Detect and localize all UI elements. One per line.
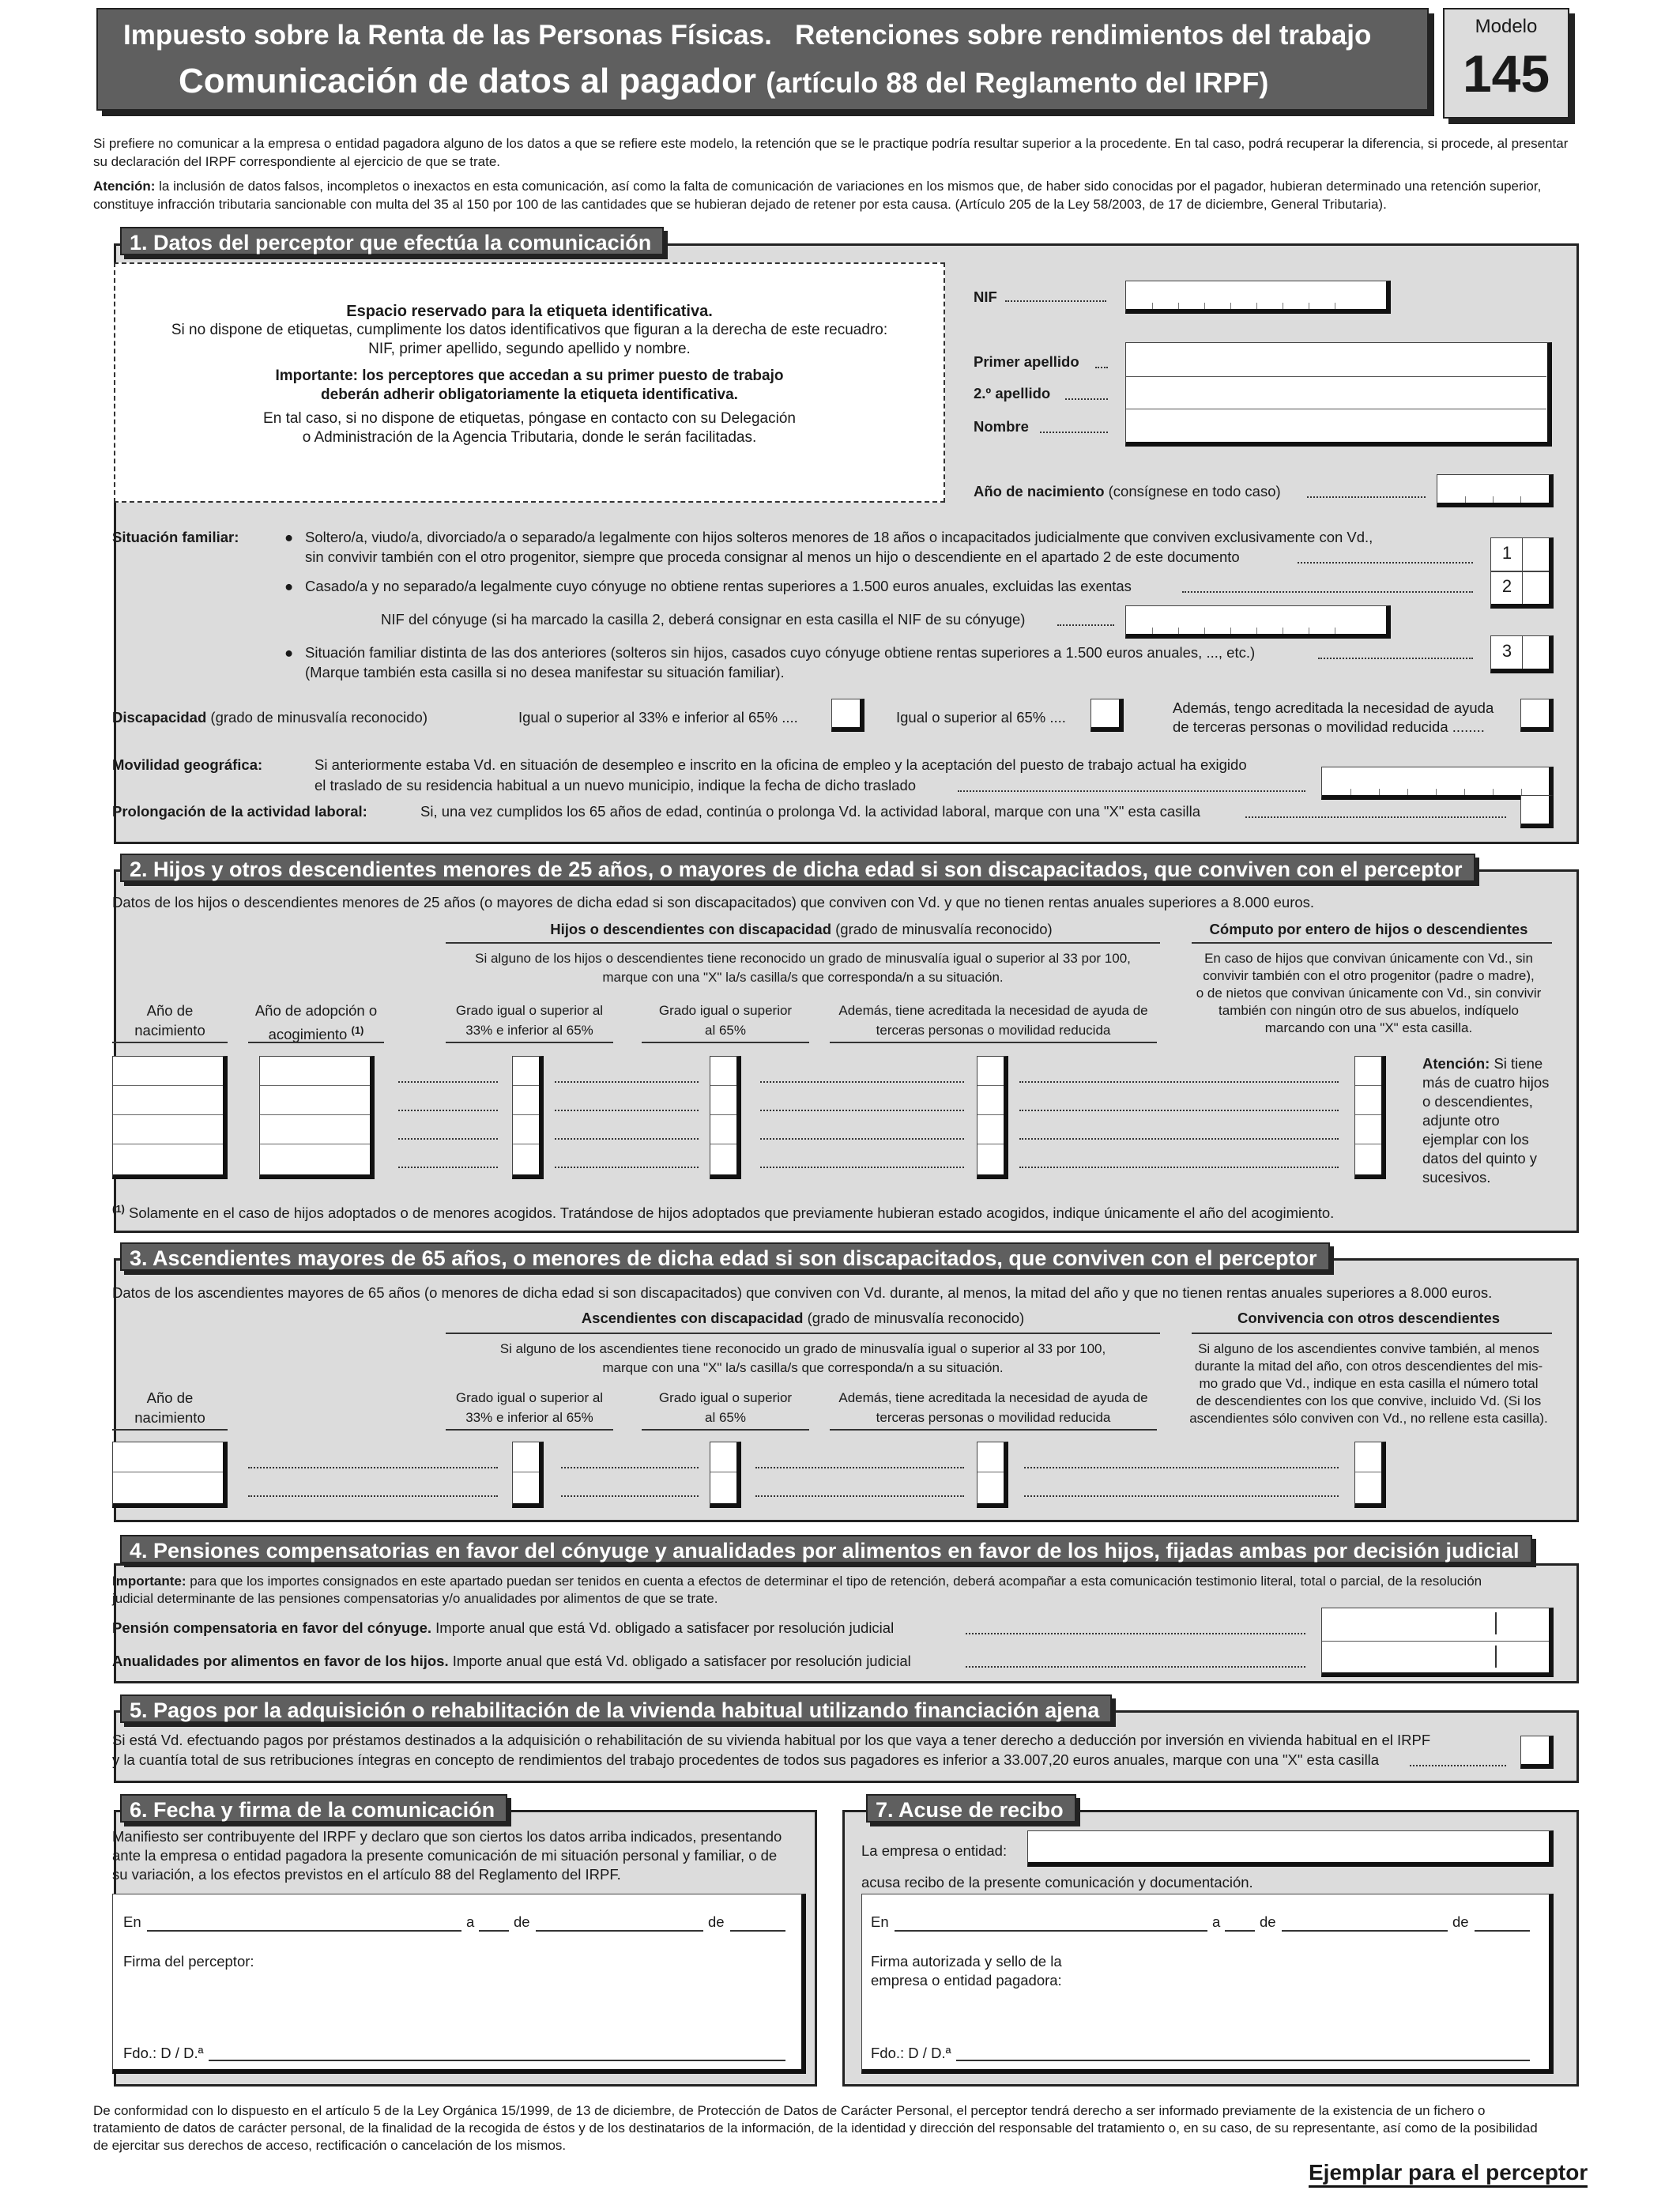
opt1-text-a: Soltero/a, viudo/a, divorciado/a o separado/a legalmente con hijos solteros menores de 18 años o incapacitados judicialmente que conviven exclusivamente con Vd., xyxy=(305,529,1373,545)
s7-empresa-input[interactable] xyxy=(1027,1830,1554,1867)
s3-conv-head: Convivencia con otros descendientes xyxy=(1237,1310,1501,1326)
s4-anu-bold: Anualidades por alimentos en favor de los hijos. xyxy=(112,1653,449,1669)
s7-empresa-label: La empresa o entidad: xyxy=(861,1842,1008,1859)
header-title-rest: (artículo 88 del Reglamento del IRPF) xyxy=(766,66,1269,99)
s3-disc-head-line xyxy=(446,1333,1160,1334)
s3-conv-line3: mo grado que Vd., indique en esta casilla el número total xyxy=(1199,1376,1539,1391)
s3-col-g65-a: Grado igual o superior xyxy=(658,1390,793,1405)
s2-comp-head-line xyxy=(1192,942,1552,944)
s2-comp-line4: también con ningún otro de sus abuelos, indíquelo xyxy=(1219,1003,1519,1018)
s6-en-input[interactable] xyxy=(147,1930,461,1932)
s3-col-g33-line xyxy=(446,1429,613,1431)
s2-atencion-7: sucesivos. xyxy=(1422,1169,1491,1186)
s7-de1: de xyxy=(1260,1913,1276,1930)
s4-anu-dots xyxy=(966,1666,1305,1668)
s3-disc-head xyxy=(446,1309,1160,1328)
s2-atencion-1: Si tiene xyxy=(1494,1055,1543,1072)
s4-imp-1: para que los importes consignados en este apartado puedan ser tenidos en cuenta a efectos de determinar el tipo de retención, deberá acompañar a esta comunicación testimonio literal, total o parcial, de la resolución xyxy=(190,1574,1482,1589)
s5-checkbox[interactable] xyxy=(1520,1736,1554,1769)
s3-conv-head-line xyxy=(1192,1333,1552,1334)
s2-ayuda-checkboxes[interactable] xyxy=(977,1056,1008,1179)
section-7-title: 7. Acuse de recibo xyxy=(866,1794,1076,1823)
s2-atencion-2: más de cuatro hijos xyxy=(1422,1074,1550,1091)
s2-comp-text xyxy=(1187,950,1550,1037)
label-line2: NIF, primer apellido, segundo apellido y nombre. xyxy=(368,341,691,357)
s4-anualidades xyxy=(112,1652,911,1671)
s2-atencion-5: ejemplar con los xyxy=(1422,1131,1529,1148)
disc-65-label: Igual o superior al 65% .... xyxy=(896,709,1066,726)
s2-comp-line2: convivir también con el otro progenitor (padre o madre), xyxy=(1203,968,1535,983)
intro-p1: Si prefiere no comunicar a la empresa o entidad pagadora alguno de los datos a que se refiere este modelo, la retención que se le practique podría resultar superior a la procedente. En tal caso, podrá recuperar la diferencia, si procede, al presentar su declaración del IRPF correspondiente al ejercicio de que se trate. xyxy=(93,136,1569,169)
disc-rest: (grado de minusvalía reconocido) xyxy=(210,709,428,726)
s6-text-2: ante la empresa o entidad pagadora la presente comunicación de mi situación personal y familiar, o de xyxy=(112,1847,778,1864)
header-title-bold: Comunicación de datos al pagador xyxy=(179,62,757,100)
intro-p2 xyxy=(93,177,1584,213)
s3-col-ayuda-2: terceras personas o movilidad reducida xyxy=(876,1410,1111,1425)
s5-dots xyxy=(1410,1765,1506,1766)
disc-ayuda-line2: de terceras personas o movilidad reducida ........ xyxy=(1173,718,1485,735)
sit-box-vdivider xyxy=(1522,538,1523,604)
s7-anio-input[interactable] xyxy=(1475,1930,1530,1932)
s5-text2: y la cuantía total de sus retribuciones íntegras en concepto de rendimientos del trabajo procedentes de todos sus pagadores es inferior a 33.007,20 euros anuales, marque con una "X" esta casilla xyxy=(112,1751,1380,1768)
s2-computo-checkboxes[interactable] xyxy=(1354,1056,1386,1179)
s2-g65-checkboxes[interactable] xyxy=(710,1056,741,1179)
nif-conyuge-label: NIF del cónyuge (si ha marcado la casilla 2, deberá consignar en esta casilla el NIF de su cónyuge) xyxy=(381,611,1026,628)
s2-disc-head xyxy=(446,920,1157,939)
s2-col-g33-a: Grado igual o superior al xyxy=(455,1003,604,1018)
s6-signature-box xyxy=(112,1894,806,2074)
s2-col-adop-2: acogimiento xyxy=(268,1026,348,1043)
s6-text xyxy=(112,1827,808,1884)
s2-atencion xyxy=(1422,1054,1549,1187)
opt3-bullet: ● xyxy=(284,644,294,661)
movilidad-label: Movilidad geográfica: xyxy=(112,756,263,773)
nif-conyuge-input[interactable] xyxy=(1125,605,1391,639)
opt3-text-b: (Marque también esta casilla si no desea manifestar su situación familiar). xyxy=(305,664,785,680)
s3-anio-inputs[interactable] xyxy=(112,1442,228,1508)
s7-de2: de xyxy=(1452,1913,1469,1930)
s2-col-adop-line xyxy=(248,1042,384,1043)
s7-dia-input[interactable] xyxy=(1225,1930,1255,1932)
s2-comp-line3: o de nietos que convivan únicamente con Vd., sin convivir xyxy=(1196,986,1542,1001)
intro-atencion: Atención: xyxy=(93,179,156,194)
label-imp2: deberán adherir obligatoriamente la etiqueta identificativa. xyxy=(321,386,738,403)
s3-conv-line5: ascendientes sólo conviven con Vd., no rellene esta casilla). xyxy=(1189,1411,1548,1426)
s5-text1: Si está Vd. efectuando pagos por préstamos destinados a la adquisición o rehabilitación de su vivienda habitual por los que vaya a tener derecho a deducción por inversión en vivienda habitual en el IRPF xyxy=(112,1732,1431,1748)
disc-33-label: Igual o superior al 33% e inferior al 65% .... xyxy=(518,709,798,726)
s6-mes-input[interactable] xyxy=(536,1930,703,1932)
opt2-text: Casado/a y no separado/a legalmente cuyo cónyuge no obtiene rentas superiores a 1.500 euros anuales, excluidas las exentas xyxy=(305,578,1132,594)
s2-col-g65-line xyxy=(642,1042,809,1043)
s2-footnote xyxy=(112,1203,1334,1223)
s3-intro: Datos de los ascendientes mayores de 65 años (o menores de dicha edad si son discapacitados) que conviven con Vd. durante, al menos, la mitad del año y que no tienen rentas anuales superiores a 8.000 euros. xyxy=(112,1284,1493,1301)
s4-pension-dots xyxy=(966,1633,1305,1634)
s4-amount-vdivider xyxy=(1495,1612,1497,1634)
situacion-label: Situación familiar: xyxy=(112,529,239,545)
prolongacion-dots xyxy=(1245,816,1506,818)
label-line3: En tal caso, si no dispone de etiquetas, póngase en contacto con su Delegación xyxy=(263,410,796,427)
anio-nacimiento-label xyxy=(974,482,1281,501)
apellido1-dots xyxy=(1095,367,1108,368)
s2-comp-line1: En caso de hijos que convivan únicamente con Vd., sin xyxy=(1204,951,1533,966)
nif-dots xyxy=(1005,300,1106,302)
opt1-text-b: sin convivir también con el otro progenitor, siempre que proceda consignar al menos un hijo o descendiente en el apartado 2 de este documento xyxy=(305,548,1240,565)
nif-input[interactable] xyxy=(1125,281,1391,314)
s6-fdo: Fdo.: D / D.ª xyxy=(123,2045,204,2061)
s2-footnote-sup: (1) xyxy=(112,1203,125,1215)
anio-nacimiento-input[interactable] xyxy=(1437,474,1554,507)
prolongacion-text: Si, una vez cumplidos los 65 años de edad, continúa o prolonga Vd. la actividad laboral, marque con una "X" esta casilla xyxy=(420,803,1201,820)
s3-col-g65 xyxy=(642,1388,809,1427)
s3-col-anio-line xyxy=(112,1429,228,1431)
label-line1: Si no dispone de etiquetas, cumplimente los datos identificativos que figuran a la derecha de este recuadro: xyxy=(171,322,888,338)
s4-pension xyxy=(112,1619,894,1638)
box2-number: 2 xyxy=(1501,576,1512,596)
label-imp1: Importante: los perceptores que accedan a su primer puesto de trabajo xyxy=(275,368,784,384)
prolongacion-checkbox[interactable] xyxy=(1520,795,1554,828)
s2-adop-inputs[interactable] xyxy=(259,1056,375,1179)
s2-col-g33-b: 33% e inferior al 65% xyxy=(465,1023,593,1038)
s2-footnote-text: Solamente en el caso de hijos adoptados o de menores acogidos. Tratándose de hijos adoptados que previamente hubieran estado acogidos, indique únicamente el año del acogimiento. xyxy=(129,1204,1335,1222)
s6-de1: de xyxy=(514,1913,530,1930)
label-area-text xyxy=(114,302,945,447)
s7-a: a xyxy=(1212,1913,1221,1930)
s7-acusa: acusa recibo de la presente comunicación y documentación. xyxy=(861,1874,1253,1891)
nif-conyuge-dots xyxy=(1057,624,1114,626)
movilidad-fecha-input[interactable] xyxy=(1321,767,1554,800)
anio-rest: (consígnese en todo caso) xyxy=(1108,483,1281,499)
s3-conv-text xyxy=(1187,1340,1550,1427)
opt2-bullet: ● xyxy=(284,578,294,594)
s7-en-input[interactable] xyxy=(895,1930,1207,1932)
s3-col-anio-1: Año de xyxy=(146,1389,194,1406)
s4-anu-rest: Importe anual que está Vd. obligado a satisfacer por resolución judicial xyxy=(452,1653,911,1669)
opt3-dots xyxy=(1318,658,1473,659)
s2-col-g65-a: Grado igual o superior xyxy=(658,1003,793,1018)
footer-privacy xyxy=(93,2102,1587,2154)
s3-col-anio xyxy=(112,1388,228,1427)
section-1-title: 1. Datos del perceptor que efectúa la comunicación xyxy=(120,227,664,255)
section-2-title: 2. Hijos y otros descendientes menores de 25 años, o mayores de dicha edad si son discapacitados, que conviven con el perceptor xyxy=(120,854,1475,882)
s3-g33-checkboxes[interactable] xyxy=(512,1442,544,1508)
s2-col-anio-1: Año de xyxy=(146,1002,194,1019)
s7-en: En xyxy=(871,1913,889,1930)
opt2-dots xyxy=(1182,591,1473,593)
s2-disc-head-bold: Hijos o descendientes con discapacidad xyxy=(550,921,831,937)
s2-col-ayuda-2: terceras personas o movilidad reducida xyxy=(876,1023,1111,1038)
s4-anualidades-input[interactable] xyxy=(1322,1642,1549,1672)
s3-disc-head-rest: (grado de minusvalía reconocido) xyxy=(807,1310,1025,1326)
s6-de2: de xyxy=(708,1913,725,1930)
s2-col-adop-1: Año de adopción o xyxy=(254,1002,378,1019)
opt1-bullet: ● xyxy=(284,529,294,545)
nif-label: NIF xyxy=(974,288,997,305)
s4-imp-2: judicial determinante de las pensiones compensatorias y/o anualidades por alimentos de que se trate. xyxy=(112,1591,718,1606)
apellido2-input[interactable] xyxy=(1126,377,1546,409)
intro-text xyxy=(93,134,1584,213)
s3-convivencia-inputs[interactable] xyxy=(1354,1442,1386,1508)
s6-firma-label: Firma del perceptor: xyxy=(123,1953,254,1970)
apellido2-dots xyxy=(1065,398,1108,400)
disc-65-checkbox[interactable] xyxy=(1090,699,1124,732)
s6-en: En xyxy=(123,1913,141,1930)
s4-imp-bold: Importante: xyxy=(112,1574,186,1589)
s7-fdo: Fdo.: D / D.ª xyxy=(871,2045,951,2061)
s3-col-ayuda-1: Además, tiene acreditada la necesidad de ayuda de xyxy=(838,1390,1148,1405)
box1-number: 1 xyxy=(1501,543,1512,563)
situacion-checkbox-1[interactable] xyxy=(1524,539,1549,571)
s2-disc-head-line xyxy=(446,942,1160,944)
s2-intro: Datos de los hijos o descendientes menores de 25 años (o mayores de dicha edad si son discapacitados) que conviven con Vd. y que no tienen rentas anuales superiores a 8.000 euros. xyxy=(112,894,1315,910)
s3-col-g33 xyxy=(446,1388,613,1427)
s4-pension-bold: Pensión compensatoria en favor del cónyuge. xyxy=(112,1619,432,1636)
s2-atencion-bold: Atención: xyxy=(1422,1055,1490,1072)
movilidad-text1: Si anteriormente estaba Vd. en situación de desempleo e inscrito en la oficina de empleo y la aceptación del puesto de trabajo actual ha exigido xyxy=(315,756,1247,773)
s2-comp-line5: marcando con una "X" esta casilla. xyxy=(1264,1020,1473,1035)
s2-disc-head-rest: (grado de minusvalía reconocido) xyxy=(835,921,1053,937)
s4-amount-vdivider-2 xyxy=(1495,1646,1497,1668)
nombre-input[interactable] xyxy=(1126,409,1546,441)
s3-g65-checkboxes[interactable] xyxy=(710,1442,741,1508)
anio-dots xyxy=(1307,496,1426,498)
s6-anio-input[interactable] xyxy=(730,1930,785,1932)
anio-bold: Año de nacimiento xyxy=(974,483,1105,499)
disc-ayuda-line1: Además, tengo acreditada la necesidad de ayuda xyxy=(1173,699,1494,716)
s2-atencion-6: datos del quinto y xyxy=(1422,1150,1538,1167)
s2-col-g33 xyxy=(446,1001,613,1040)
box3-number: 3 xyxy=(1501,641,1512,661)
apellido1-label: Primer apellido xyxy=(974,353,1079,370)
s2-col-g33-line xyxy=(446,1042,613,1043)
s6-fdo-input[interactable] xyxy=(209,2060,785,2061)
s2-col-anio-line xyxy=(112,1042,228,1043)
s3-col-g65-b: al 65% xyxy=(705,1410,746,1425)
opt3-text-a: Situación familiar distinta de las dos anteriores (solteros sin hijos, casados cuyo cónyuge obtiene rentas superiores a 1.500 euros anuales, ..., etc.) xyxy=(305,644,1256,661)
sit-box3-vdivider xyxy=(1522,636,1523,669)
footer-line1: De conformidad con lo dispuesto en el artículo 5 de la Ley Orgánica 15/1999, de 13 de diciembre, de Protección de Datos de Carácter Personal, el perceptor tendrá derecho a ser informado previamente de la existencia de un fichero o xyxy=(93,2103,1486,2118)
disc-33-checkbox[interactable] xyxy=(831,699,864,732)
s3-ayuda-checkboxes[interactable] xyxy=(977,1442,1008,1508)
section-6-title: 6. Fecha y firma de la comunicación xyxy=(120,1794,507,1823)
s3-conv-line1: Si alguno de los ascendientes convive también, al menos xyxy=(1198,1341,1539,1356)
s2-col-g65-b: al 65% xyxy=(705,1023,746,1038)
s3-col-g33-b: 33% e inferior al 65% xyxy=(465,1410,593,1425)
intro-p2-text: la inclusión de datos falsos, incompletos o inexactos en esta comunicación, así como la falta de comunicación de variaciones en los mismos que, de haber sido conocidas por el pagador, hubieran determinado una retención superior, constituye infracción tributaria sancionable con multa del 35 al 150 por 100 de las cantidades que se hubieran dejado de retener por esta causa. (Artículo 205 de la Ley 58/2003, de 17 de diciembre, General Tributaria). xyxy=(93,179,1542,212)
s2-col-adop xyxy=(248,1001,384,1044)
s2-anio-inputs[interactable] xyxy=(112,1056,228,1179)
label-title: Espacio reservado para la etiqueta identificativa. xyxy=(346,303,713,320)
s3-conv-line2: durante la mitad del año, con otros descendientes del mis- xyxy=(1194,1359,1543,1374)
footer-line2: tratamiento de datos de carácter personal, de la finalidad de la recogida de éstos y de los destinatarios de la información, de la identidad y dirección del responsable del tratamiento o, en su caso, de su representante, así como de la posibilidad xyxy=(93,2120,1538,2136)
s3-col-g33-a: Grado igual o superior al xyxy=(455,1390,604,1405)
situacion-checkbox-3[interactable] xyxy=(1524,637,1549,669)
s3-disc-sub1: Si alguno de los ascendientes tiene reconocido un grado de minusvalía igual o superior al 33 por 100, xyxy=(499,1341,1106,1356)
movilidad-dots xyxy=(958,790,1305,792)
s6-a: a xyxy=(466,1913,475,1930)
s3-col-anio-2: nacimiento xyxy=(134,1409,205,1426)
s2-atencion-3: o descendientes, xyxy=(1422,1093,1533,1110)
label-line4: o Administración de la Agencia Tributaria, donde le serán facilitadas. xyxy=(302,429,757,446)
s3-disc-sub2: marque con una "X" la/s casilla/s que corresponda/n a su situación. xyxy=(602,1360,1004,1375)
apellido1-input[interactable] xyxy=(1126,343,1546,376)
situacion-checkbox-2[interactable] xyxy=(1524,572,1549,604)
s3-col-ayuda-line xyxy=(830,1429,1157,1431)
s3-conv-line4: de descendientes con los que convive, incluido Vd. (Si los xyxy=(1196,1393,1542,1408)
disc-ayuda-checkbox[interactable] xyxy=(1520,699,1554,732)
s2-disc-sub1: Si alguno de los hijos o descendientes tiene reconocido un grado de minusvalía igual o superior al 33 por 100, xyxy=(475,951,1131,966)
s2-disc-sub2: marque con una "X" la/s casilla/s que corresponda/n a su situación. xyxy=(602,970,1004,985)
s7-fdo-input[interactable] xyxy=(956,2060,1530,2061)
s7-firma-label-2: empresa o entidad pagadora: xyxy=(871,1972,1062,1989)
s3-col-g65-line xyxy=(642,1429,809,1431)
header-line1: Impuesto sobre la Renta de las Personas Físicas. Retenciones sobre rendimientos del trabajo xyxy=(123,20,1372,51)
section-5-title: 5. Pagos por la adquisición o rehabilitación de la vivienda habitual utilizando financiación ajena xyxy=(120,1695,1112,1723)
discapacidad-label xyxy=(112,708,428,727)
s6-text-3: su variación, a los efectos previstos en el artículo 88 del Reglamento del IRPF. xyxy=(112,1866,621,1883)
section-4-title: 4. Pensiones compensatorias en favor del cónyuge y anualidades por alimentos en favor de los hijos, fijadas ambas por decisión judicial xyxy=(120,1535,1532,1563)
s2-col-g65 xyxy=(642,1001,809,1040)
s2-g33-checkboxes[interactable] xyxy=(512,1056,544,1179)
movilidad-text2: el traslado de su residencia habitual a un nuevo municipio, indique la fecha de dicho traslado xyxy=(315,777,917,794)
s6-text-1: Manifiesto ser contribuyente del IRPF y declaro que son ciertos los datos arriba indicados, presentando xyxy=(112,1828,782,1845)
s2-col-ayuda xyxy=(830,1001,1157,1040)
header-title xyxy=(179,58,1268,104)
s3-col-ayuda xyxy=(830,1388,1157,1427)
s7-mes-input[interactable] xyxy=(1282,1930,1448,1932)
apellido2-label: 2.º apellido xyxy=(974,385,1051,401)
s6-dia-input[interactable] xyxy=(479,1930,509,1932)
section-3-title: 3. Ascendientes mayores de 65 años, o menores de dicha edad si son discapacitados, que conviven con el perceptor xyxy=(120,1242,1330,1271)
s2-col-ayuda-line xyxy=(830,1042,1157,1043)
s2-atencion-4: adjunte otro xyxy=(1422,1112,1500,1129)
modelo-number: 145 xyxy=(1462,44,1550,103)
nombre-dots xyxy=(1040,432,1108,433)
s2-col-ayuda-1: Además, tiene acreditada la necesidad de ayuda de xyxy=(838,1003,1148,1018)
opt1-dots xyxy=(1298,562,1473,564)
s3-disc-head-bold: Ascendientes con discapacidad xyxy=(581,1310,804,1326)
footer-ejemplar: Ejemplar para el perceptor xyxy=(1309,2160,1588,2188)
s2-col-anio xyxy=(112,1001,228,1040)
s7-firma-label-1: Firma autorizada y sello de la xyxy=(871,1953,1062,1970)
modelo-label: Modelo xyxy=(1475,16,1538,37)
nombre-label: Nombre xyxy=(974,418,1029,435)
s4-importante xyxy=(112,1573,1566,1608)
s2-col-adop-sup: (1) xyxy=(351,1024,364,1036)
footer-line3: de ejercitar sus derechos de acceso, rectificación o cancelación de los mismos. xyxy=(93,2138,567,2153)
disc-bold: Discapacidad xyxy=(112,709,207,726)
s2-col-anio-2: nacimiento xyxy=(134,1022,205,1039)
s4-pension-rest: Importe anual que está Vd. obligado a satisfacer por resolución judicial xyxy=(435,1619,895,1636)
prolongacion-label: Prolongación de la actividad laboral: xyxy=(112,803,367,820)
s2-comp-head: Cómputo por entero de hijos o descendientes xyxy=(1209,921,1528,937)
s4-pension-input[interactable] xyxy=(1322,1608,1549,1640)
